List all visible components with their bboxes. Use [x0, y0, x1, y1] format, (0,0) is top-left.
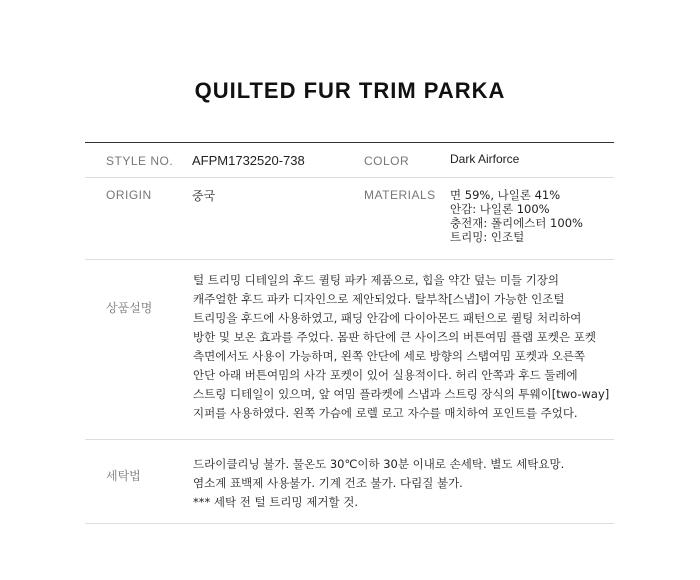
care-line: 염소계 표백제 사용불가. 기계 건조 불가. 다림질 불가. [193, 476, 463, 490]
description-line: 트리밍을 후드에 사용하였고, 패딩 안감에 다이아몬드 패턴으로 퀼팅 처리하여 [193, 311, 582, 325]
materials-list [450, 188, 583, 244]
style-no-value: AFPM1732520-738 [192, 153, 305, 168]
materials-line: 면 59%, 나일론 41% [450, 188, 561, 202]
color-label: COLOR [364, 154, 410, 168]
materials-line: 안감: 나일론 100% [450, 202, 550, 216]
materials-label: MATERIALS [364, 188, 436, 202]
description-label: 상품설명 [106, 301, 153, 315]
description-line: 스트링 디테일이 있으며, 앞 여밈 플라켓에 스냅과 스트링 장식의 투웨이[two-way] [193, 387, 610, 401]
description-text [193, 271, 613, 423]
description-line: 캐주얼한 후드 파카 디자인으로 제안되었다. 탈부착[스냅]이 가능한 인조털 [193, 292, 565, 306]
table-top-rule [85, 142, 614, 143]
origin-value: 중국 [192, 189, 216, 203]
description-line: 지퍼를 사용하였다. 왼쪽 가슴에 로렐 로고 자수를 매치하여 포인트를 주었다. [193, 406, 578, 420]
row-divider [85, 259, 614, 260]
row-divider [85, 523, 614, 524]
materials-line: 트리밍: 인조털 [450, 230, 525, 244]
description-line: 측면에서도 사용이 가능하며, 왼쪽 안단에 세로 방향의 스탭여밈 포켓과 오른쪽 [193, 349, 586, 363]
description-line: 안단 아래 버튼여밈의 사각 포켓이 있어 실용적이다. 허리 안쪽과 후드 둘레에 [193, 368, 578, 382]
row-divider [85, 177, 614, 178]
row-divider [85, 439, 614, 440]
color-value: Dark Airforce [450, 152, 520, 166]
product-title: QUILTED FUR TRIM PARKA [194, 78, 506, 103]
care-line: *** 세탁 전 털 트리밍 제거할 것. [193, 495, 359, 509]
care-label: 세탁법 [106, 469, 141, 483]
style-no-label: STYLE NO. [106, 154, 174, 168]
origin-label: ORIGIN [106, 188, 152, 202]
description-line: 털 트리밍 디테일의 후드 퀼팅 파카 제품으로, 힙을 약간 덮는 미들 기장의 [193, 273, 560, 287]
materials-line: 충전재: 폴리에스터 100% [450, 216, 583, 230]
description-line: 방한 및 보온 효과를 주었다. 몸판 하단에 큰 사이즈의 버튼여밈 플랩 포켓은 포켓 [193, 330, 597, 344]
care-text [193, 455, 613, 512]
care-line: 드라이클리닝 불가. 물온도 30℃이하 30분 이내로 손세탁. 별도 세탁요망. [193, 457, 565, 471]
